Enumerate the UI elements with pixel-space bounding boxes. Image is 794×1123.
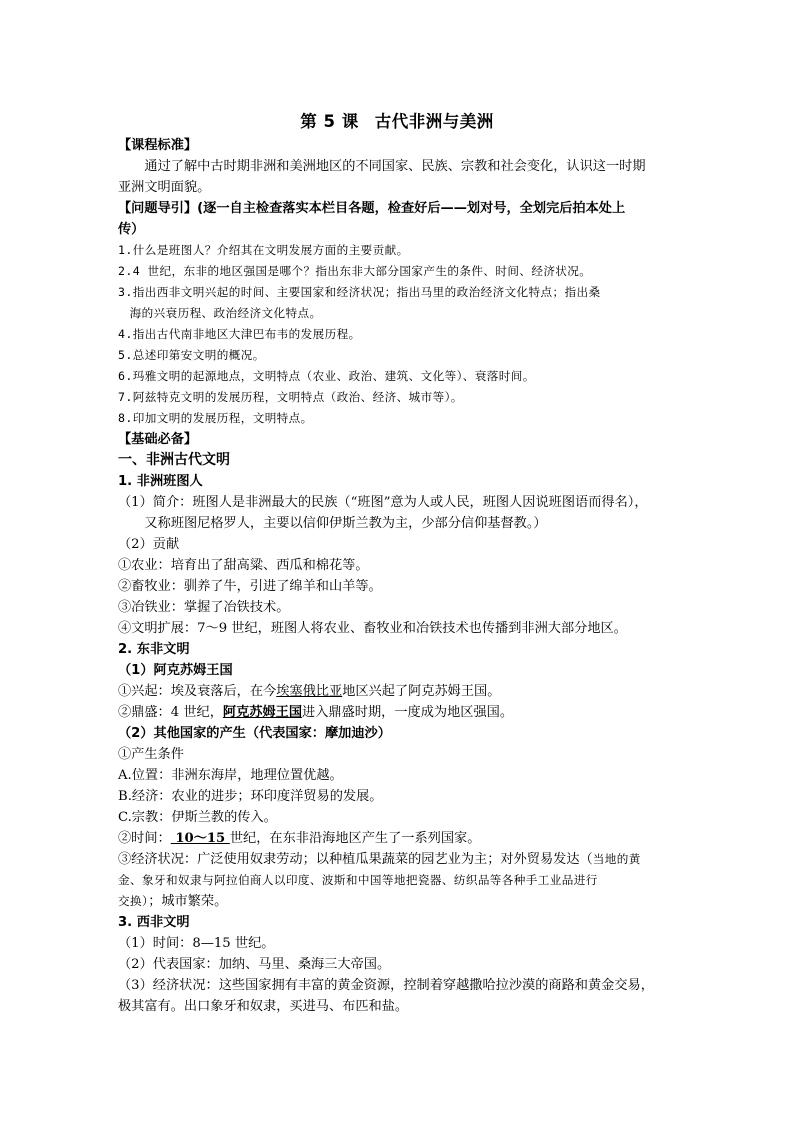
aksum-rise-text: ①兴起：埃及衰落后，在今 — [118, 684, 277, 699]
section-1-heading: 一、非洲古代文明 — [118, 452, 230, 468]
economy-text: ③经济状况：广泛使用奴隶劳动；以种植瓜果蔬菜的园艺业为主；对外贸易发达（ — [118, 852, 593, 867]
standard-heading: 【课程标准】 — [118, 138, 198, 153]
economy-text-end: ；城市繁荣。 — [148, 894, 228, 909]
contribution-iron: ③冶铁业：掌握了冶铁技术。 — [118, 600, 290, 615]
economy-line-1 — [118, 849, 678, 870]
condition-economy: B.经济：农业的进步；环印度洋贸易的发展。 — [118, 789, 383, 804]
aksum-rise — [118, 681, 678, 702]
states-time — [118, 828, 678, 849]
contribution-expansion: ④文明扩展：7～9 世纪，班图人将农业、畜牧业和冶铁技术也传播到非洲大部分地区。 — [118, 621, 627, 636]
contribution-husbandry: ②畜牧业：驯养了牛，引进了绵羊和山羊等。 — [118, 579, 382, 594]
subsection-1-heading: 1. 非洲班图人 — [118, 474, 203, 489]
aksum-rise-text-end: 地区兴起了阿克苏姆王国。 — [342, 684, 501, 699]
guide-question-2: 2.4 世纪，东非的地区强国是哪个？指出东非大部分国家产生的条件、时间、经济状况。 — [118, 264, 592, 278]
guide-question-3-line-1: 3.指出西非文明兴起的时间、主要国家和经济状况；指出马里的政治经济文化特点；指出桑 — [118, 285, 601, 299]
states-time-text-end: 世纪，在东非沿海地区产生了一系列国家。 — [229, 831, 481, 846]
aksum-peak-text-end: 进入鼎盛时期，一度成为地区强国。 — [302, 705, 514, 720]
west-africa-economy-line-1: （3）经济状况：这些国家拥有丰富的黄金资源，控制着穿越撒哈拉沙漠的商路和黄金交易， — [118, 978, 654, 993]
conditions-heading: ①产生条件 — [118, 747, 184, 762]
aksum-peak — [118, 702, 678, 723]
standard-text-line-2: 亚洲文明面貌。 — [118, 180, 211, 195]
economy-note-line-2: 金、象牙和奴隶与阿拉伯商人以印度、波斯和中国等地把瓷器、纺织品等各种手工业品进行 — [118, 873, 598, 887]
aksum-heading: （1）阿克苏姆王国 — [118, 663, 233, 678]
standard-text-line-1: 通过了解中古时期非洲和美洲地区的不同国家、民族、宗教和社会变化，认识这一时期 — [144, 159, 646, 174]
lesson-number: 第 5 课 — [300, 112, 359, 131]
page-title — [0, 108, 794, 132]
bantu-intro-line-2: 又称班图尼格罗人，主要以信仰伊斯兰教为主，少部分信仰基督教。） — [144, 516, 547, 531]
guide-question-7: 7.阿兹特克文明的发展历程，文明特点（政治、经济、城市等）。 — [118, 390, 463, 404]
economy-line-3 — [118, 891, 678, 912]
condition-location: A.位置：非洲东海岸，地理位置优越。 — [118, 768, 343, 783]
contribution-agriculture: ①农业：培育出了甜高粱、西瓜和棉花等。 — [118, 558, 369, 573]
west-africa-time: （1）时间：8—15 世纪。 — [118, 936, 275, 951]
other-states-heading: （2）其他国家的产生（代表国家：摩加迪沙） — [118, 726, 391, 741]
guide-question-5: 5.总述印第安文明的概况。 — [118, 348, 265, 362]
economy-note-end: 交换） — [118, 894, 149, 908]
aksum-peak-text: ②鼎盛：4 世纪， — [118, 705, 223, 720]
guide-question-3-line-2: 海的兴衰历程、政治经济文化特点。 — [129, 306, 322, 320]
west-africa-states: （2）代表国家：加纳、马里、桑海三大帝国。 — [118, 957, 391, 972]
subsection-3-heading: 3. 西非文明 — [118, 915, 190, 930]
states-time-text: ②时间： — [118, 831, 171, 846]
guide-heading-line-1: 【问题导引】(逐一自主检查落实本栏目各题，检查好后——划对号，全划完后拍本处上 — [118, 201, 626, 216]
guide-heading-line-2: 传） — [118, 222, 145, 237]
condition-religion: C.宗教：伊斯兰教的传入。 — [118, 810, 277, 825]
bantu-intro-line-1: （1）简介：班图人是非洲最大的民族（“班图”意为人或人民，班图人因说班图语而得名）， — [118, 495, 648, 510]
aksum-rise-blank: 埃塞俄比亚 — [276, 684, 343, 699]
west-africa-economy-line-2: 极其富有。出口象牙和奴隶，买进马、布匹和盐。 — [118, 999, 409, 1014]
subsection-2-heading: 2. 东非文明 — [118, 642, 190, 657]
guide-question-6: 6.玛雅文明的起源地点，文明特点（农业、政治、建筑、文化等）、衰落时间。 — [118, 369, 535, 383]
basics-heading: 【基础必备】 — [118, 432, 198, 447]
guide-question-4: 4.指出古代南非地区大津巴布韦的发展历程。 — [118, 327, 361, 341]
document-body — [118, 135, 678, 1017]
economy-note-start: 当地的黄 — [592, 852, 641, 866]
lesson-topic: 古代非洲与美洲 — [374, 112, 494, 131]
bantu-contribution-heading: （2）贡献 — [118, 537, 180, 552]
guide-question-8: 8.印加文明的发展历程，文明特点。 — [118, 411, 313, 425]
aksum-peak-blank: 阿克苏姆王国 — [222, 705, 303, 720]
states-time-blank: 10～15 — [170, 831, 230, 846]
guide-question-1: 1.什么是班图人？介绍其在文明发展方面的主要贡献。 — [118, 243, 409, 257]
